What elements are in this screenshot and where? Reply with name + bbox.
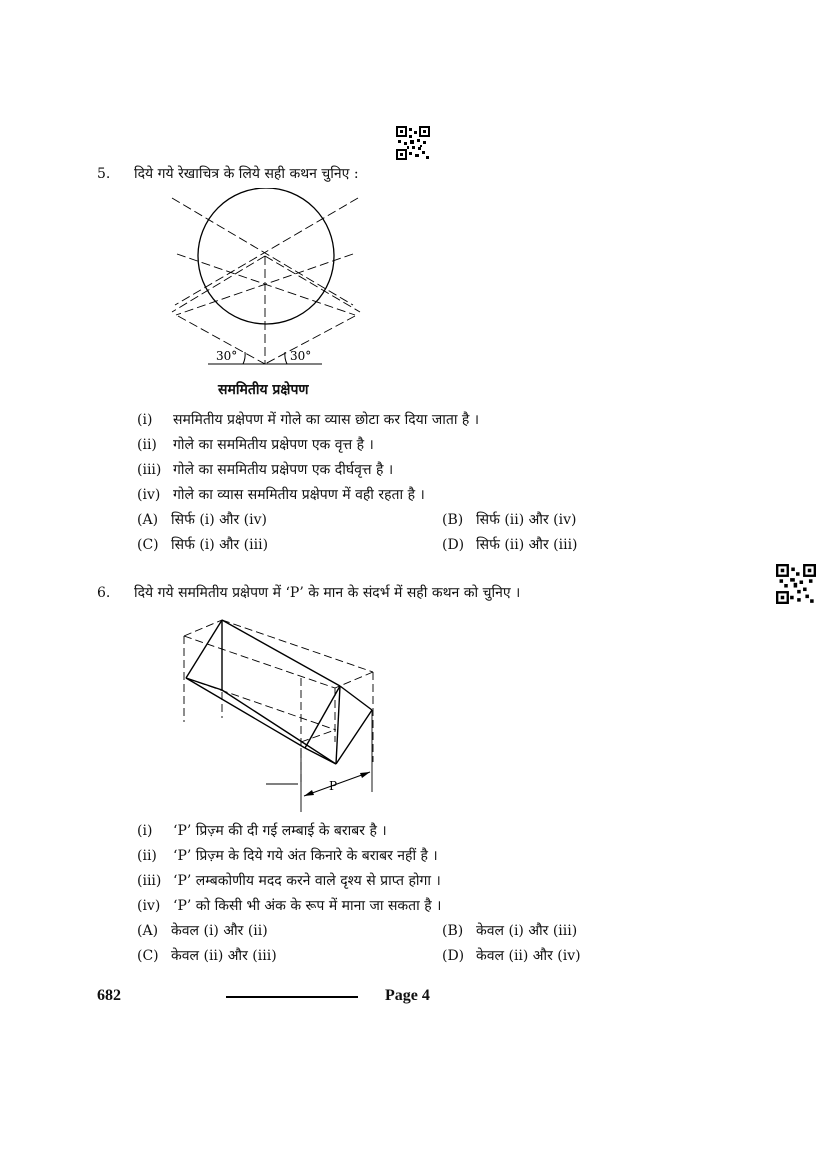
- qr-code-side: [776, 564, 816, 604]
- statement-text: गोले का व्यास सममितीय प्रक्षेपण में वही रहता है ।: [173, 487, 425, 503]
- q6-option-b[interactable]: [442, 922, 577, 940]
- q6-option-a[interactable]: [137, 922, 268, 940]
- statement-label: (iii): [137, 462, 162, 478]
- q5-statement: [137, 461, 393, 479]
- q6-number: 6.: [97, 585, 111, 601]
- q6-statement: [137, 872, 441, 890]
- construction-line: [175, 198, 358, 305]
- q6-statement: [137, 847, 438, 865]
- footer-divider: [226, 996, 358, 998]
- q5-question: दिये गये रेखाचित्र के लिये सही कथन चुनिए :: [134, 166, 359, 182]
- statement-label: (i): [137, 412, 153, 428]
- q6-question: दिये गये सममितीय प्रक्षेपण में ‘P’ के मान के संदर्भ में सही कथन को चुनिए ।: [134, 585, 521, 601]
- option-text: सिर्फ (i) और (iv): [171, 512, 267, 528]
- statement-text: गोले का सममितीय प्रक्षेपण एक दीर्घवृत्त है ।: [173, 462, 394, 478]
- option-letter: (A): [137, 512, 159, 528]
- option-letter: (B): [442, 923, 464, 939]
- statement-text: ‘P’ लम्बकोणीय मदद करने वाले दृश्य से प्राप्त होगा ।: [173, 873, 441, 889]
- q6-statement: [137, 897, 441, 915]
- q5-number: 5.: [97, 166, 111, 182]
- option-text: केवल (ii) और (iii): [171, 948, 277, 964]
- statement-label: (iii): [137, 873, 162, 889]
- option-letter: (A): [137, 923, 159, 939]
- angle-arc-left: [243, 352, 245, 364]
- construction-line: [172, 256, 265, 312]
- option-text: केवल (i) और (ii): [171, 923, 268, 939]
- statement-text: गोले का सममितीय प्रक्षेपण एक वृत्त है ।: [173, 437, 374, 453]
- statement-text: सममितीय प्रक्षेपण में गोले का व्यास छोटा कर दिया जाता है ।: [173, 412, 480, 428]
- option-text: सिर्फ (ii) और (iii): [476, 537, 578, 553]
- construction-line: [265, 256, 360, 312]
- statement-label: (iv): [137, 898, 161, 914]
- q6-statement: [137, 822, 387, 840]
- q5-option-c[interactable]: [137, 536, 268, 554]
- q5-figure-caption: सममितीय प्रक्षेपण: [218, 382, 309, 398]
- q5-statement: [137, 436, 374, 454]
- option-letter: (D): [442, 948, 465, 964]
- option-text: केवल (i) और (iii): [476, 923, 578, 939]
- statement-text: ‘P’ प्रिज़्म के दिये गये अंत किनारे के बराबर नहीं है ।: [173, 848, 438, 864]
- statement-label: (ii): [137, 437, 157, 453]
- angle-arc-right: [285, 352, 287, 364]
- q6-option-c[interactable]: [137, 947, 277, 965]
- option-letter: (B): [442, 512, 464, 528]
- q5-option-a[interactable]: [137, 511, 267, 529]
- angle-label-right: 30°: [290, 349, 312, 363]
- q6-option-d[interactable]: [442, 947, 581, 965]
- q6-figure-prism-isometric: [178, 612, 383, 817]
- page-number: Page 4: [385, 987, 430, 1004]
- option-letter: (C): [137, 948, 159, 964]
- statement-label: (ii): [137, 848, 157, 864]
- qr-code-top: [396, 126, 430, 160]
- q5-statement: [137, 411, 479, 429]
- option-text: सिर्फ (ii) और (iv): [476, 512, 577, 528]
- q5-option-d[interactable]: [442, 536, 578, 554]
- sphere-outline: [198, 188, 334, 324]
- q5-figure-sphere-isometric: [170, 188, 365, 368]
- statement-text: ‘P’ को किसी भी अंक के रूप में माना जा सकता है ।: [173, 898, 442, 914]
- dimension-label-p: P: [329, 779, 338, 793]
- option-text: सिर्फ (i) और (iii): [171, 537, 269, 553]
- option-letter: (C): [137, 537, 159, 553]
- statement-label: (iv): [137, 487, 161, 503]
- q5-option-b[interactable]: [442, 511, 576, 529]
- option-text: केवल (ii) और (iv): [476, 948, 581, 964]
- statement-text: ‘P’ प्रिज़्म की दी गई लम्बाई के बराबर है ।: [173, 823, 387, 839]
- angle-label-left: 30°: [216, 349, 238, 363]
- paper-code: 682: [97, 987, 121, 1004]
- option-letter: (D): [442, 537, 465, 553]
- q5-statement: [137, 486, 425, 504]
- statement-label: (i): [137, 823, 153, 839]
